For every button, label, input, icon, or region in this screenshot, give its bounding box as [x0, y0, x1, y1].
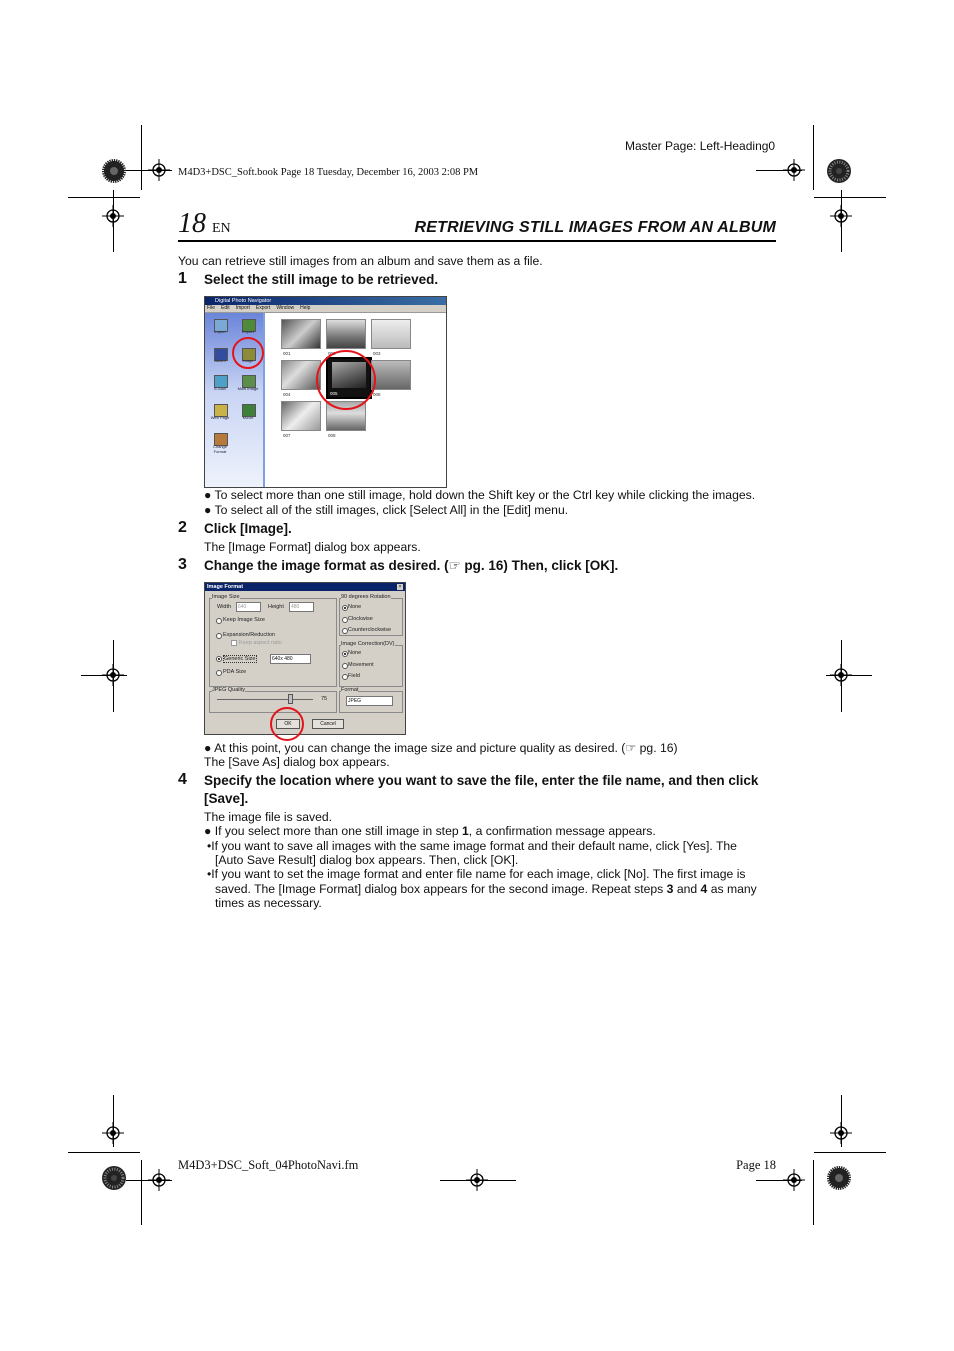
intro-text: You can retrieve still images from an album and save them as a file. — [178, 254, 543, 268]
sidebar-image-label: Image — [242, 358, 254, 363]
counterclockwise-label: Counterclockwise — [348, 627, 392, 633]
thumbnail-002[interactable] — [326, 319, 366, 349]
sub-bullet-item: •If you want to save all images with the same image format and their default name, click [Yes]. The — [207, 839, 737, 853]
step-heading: Specify the location where you want to save the file, enter the file name, and then click — [204, 773, 759, 788]
bullet-item: ● To select more than one still image, hold down the Shift key or the Ctrl key while clicking the images. — [204, 488, 756, 502]
jpeg-quality-label: JPEG Quality — [212, 687, 246, 693]
thumbnail-006[interactable] — [371, 360, 411, 390]
master-page-label: Master Page: Left-Heading0 — [625, 139, 776, 153]
quality-slider-track[interactable] — [217, 699, 313, 700]
trim-line — [81, 675, 127, 676]
sidebar-export-label: Export — [242, 329, 254, 334]
sidebar-web-page-label: Web Page — [210, 415, 230, 420]
bullet-item: ● At this point, you can change the image size and picture quality as desired. (☞ pg. 16) — [204, 741, 678, 755]
trim-line — [756, 170, 802, 171]
menu-help[interactable]: Help — [300, 305, 311, 311]
crop-mark — [68, 1152, 140, 1153]
correction-label: Image Correction(DV) — [341, 641, 395, 647]
pda-size-label: PDA Size — [223, 669, 247, 675]
quality-slider-handle[interactable] — [288, 694, 293, 704]
reference-icon: ☞ — [625, 741, 637, 755]
keep-size-label: Keep Image Size — [223, 617, 265, 623]
menu-export[interactable]: Export — [255, 305, 271, 311]
menu-import[interactable]: Import — [235, 305, 250, 311]
sidebar-email-label: E-Mail — [214, 386, 226, 391]
page-number: 18 — [178, 208, 206, 239]
step-heading: Change the image format as desired. (☞ pg. 16) Then, click [OK]. — [204, 558, 619, 573]
correction-none-label: None — [348, 650, 362, 656]
highlight-circle — [270, 707, 304, 741]
width-label: Width — [217, 604, 232, 610]
crop-mark — [814, 197, 886, 198]
format-select[interactable]: JPEG — [346, 696, 393, 706]
step-heading: [Save]. — [204, 791, 249, 806]
crop-mark — [813, 125, 814, 190]
trim-line — [113, 1095, 114, 1147]
thumbnail-004[interactable] — [281, 360, 321, 390]
trim-line — [126, 170, 172, 171]
step-heading: Click [Image]. — [204, 521, 292, 536]
generic-size-select[interactable]: 640x 480 — [270, 654, 311, 664]
image-format-dialog — [204, 582, 406, 735]
trim-line — [841, 190, 842, 252]
trim-line — [113, 190, 114, 252]
reference-icon: ☞ — [448, 558, 461, 573]
rotation-label: 90 degrees Rotation — [341, 594, 391, 600]
step-number: 3 — [178, 556, 187, 573]
thumbnail-label: 006 — [373, 392, 381, 397]
step-number: 1 — [178, 270, 187, 287]
sidebar-movie-label: Movie — [242, 415, 254, 420]
field-label: Field — [348, 673, 360, 679]
height-label: Height — [268, 604, 284, 610]
image-size-label: Image Size — [212, 594, 240, 600]
sidebar-import-label: Import — [214, 329, 226, 334]
thumbnail-label: 007 — [283, 433, 291, 438]
step-number: 4 — [178, 771, 187, 788]
keep-size-radio[interactable] — [216, 618, 222, 624]
trim-line — [826, 675, 872, 676]
sub-bullet-cont: saved. The [Image Format] dialog box appears for the second image. Repeat steps 3 and 4 as many — [215, 882, 757, 896]
header-rule — [178, 240, 776, 242]
trim-line — [113, 640, 114, 712]
book-info: M4D3+DSC_Soft.book Page 18 Tuesday, December 16, 2003 2:08 PM — [178, 167, 479, 178]
highlight-circle — [232, 337, 264, 369]
color-target-icon — [826, 1165, 852, 1191]
thumbnail-label: 004 — [283, 392, 291, 397]
generic-size-radio[interactable] — [216, 656, 222, 662]
page-title: RETRIEVING STILL IMAGES FROM AN ALBUM — [414, 219, 776, 236]
generic-size-label: Generic Size — [224, 656, 256, 662]
sub-bullet-cont: times as necessary. — [215, 896, 322, 910]
bullet-item: ● To select all of the still images, click [Select All] in the [Edit] menu. — [204, 503, 569, 517]
trim-line — [440, 1180, 516, 1181]
sub-bullet-item: •If you want to set the image format and enter file name for each image, click [No]. The first image is — [207, 867, 746, 881]
highlight-circle — [316, 350, 376, 410]
rotation-none-label: None — [348, 604, 362, 610]
expansion-label: Expansion/Reduction — [223, 632, 275, 638]
step-number: 2 — [178, 519, 187, 536]
trim-line — [841, 640, 842, 712]
ok-button[interactable]: OK — [276, 719, 300, 729]
thumbnail-label: 008 — [328, 433, 336, 438]
quality-value: 75 — [321, 696, 328, 702]
bullet-item: ● If you select more than one still image in step 1, a confirmation message appears. — [204, 824, 656, 838]
close-icon[interactable]: × — [398, 584, 402, 590]
crop-mark — [141, 125, 142, 190]
jpeg-quality-group — [209, 691, 337, 713]
dialog-titlebar — [205, 583, 405, 591]
movement-label: Movement — [348, 662, 374, 668]
color-target-icon — [101, 1165, 127, 1191]
crop-mark — [141, 1160, 142, 1225]
thumbnail-001[interactable] — [281, 319, 321, 349]
cancel-button[interactable]: Cancel — [312, 719, 344, 729]
crop-mark — [68, 197, 140, 198]
sidebar-album-label: Album — [214, 358, 226, 363]
footer-page: Page 18 — [736, 1158, 776, 1172]
trim-line — [126, 1180, 172, 1181]
step-heading: Select the still image to be retrieved. — [204, 272, 439, 287]
step-note: The [Save As] dialog box appears. — [204, 755, 390, 769]
sub-bullet-cont: [Auto Save Result] dialog box appears. Then, click [OK]. — [215, 853, 519, 867]
thumbnail-003[interactable] — [371, 319, 411, 349]
crop-mark — [813, 1160, 814, 1225]
menu-bar — [205, 305, 446, 313]
width-field[interactable]: 640 — [236, 602, 261, 612]
keep-aspect-label: Keep aspect ratio — [239, 640, 282, 646]
pda-size-radio[interactable] — [216, 670, 222, 676]
sidebar-multi-image-label: Multi Image — [237, 386, 259, 391]
language-label: EN — [212, 221, 231, 236]
menu-window[interactable]: Window — [276, 305, 295, 311]
dialog-title: Image Format — [207, 584, 244, 590]
color-target-icon — [826, 158, 852, 184]
color-target-icon — [101, 158, 127, 184]
step-note: The image file is saved. — [204, 810, 333, 824]
window-title: Digital Photo Navigator — [205, 297, 446, 305]
trim-line — [756, 1180, 802, 1181]
sidebar-change-format-label: Change Format — [212, 444, 227, 454]
thumbnail-label: 001 — [283, 351, 291, 356]
footer-file: M4D3+DSC_Soft_04PhotoNavi.fm — [178, 1158, 359, 1172]
crop-mark — [814, 1152, 886, 1153]
thumbnail-label: 002 — [328, 351, 336, 356]
step-note: The [Image Format] dialog box appears. — [204, 540, 421, 554]
thumbnail-label: 003 — [373, 351, 381, 356]
trim-line — [841, 1095, 842, 1147]
height-field[interactable]: 480 — [289, 602, 314, 612]
keep-aspect-checkbox[interactable] — [231, 640, 237, 646]
menu-file[interactable]: File — [207, 305, 216, 311]
menu-edit[interactable]: Edit — [221, 305, 230, 311]
expansion-radio[interactable] — [216, 633, 222, 639]
thumbnail-label: 005 — [330, 391, 338, 396]
format-label: Format — [341, 687, 359, 693]
thumbnail-007[interactable] — [281, 401, 321, 431]
clockwise-label: Clockwise — [348, 616, 373, 622]
